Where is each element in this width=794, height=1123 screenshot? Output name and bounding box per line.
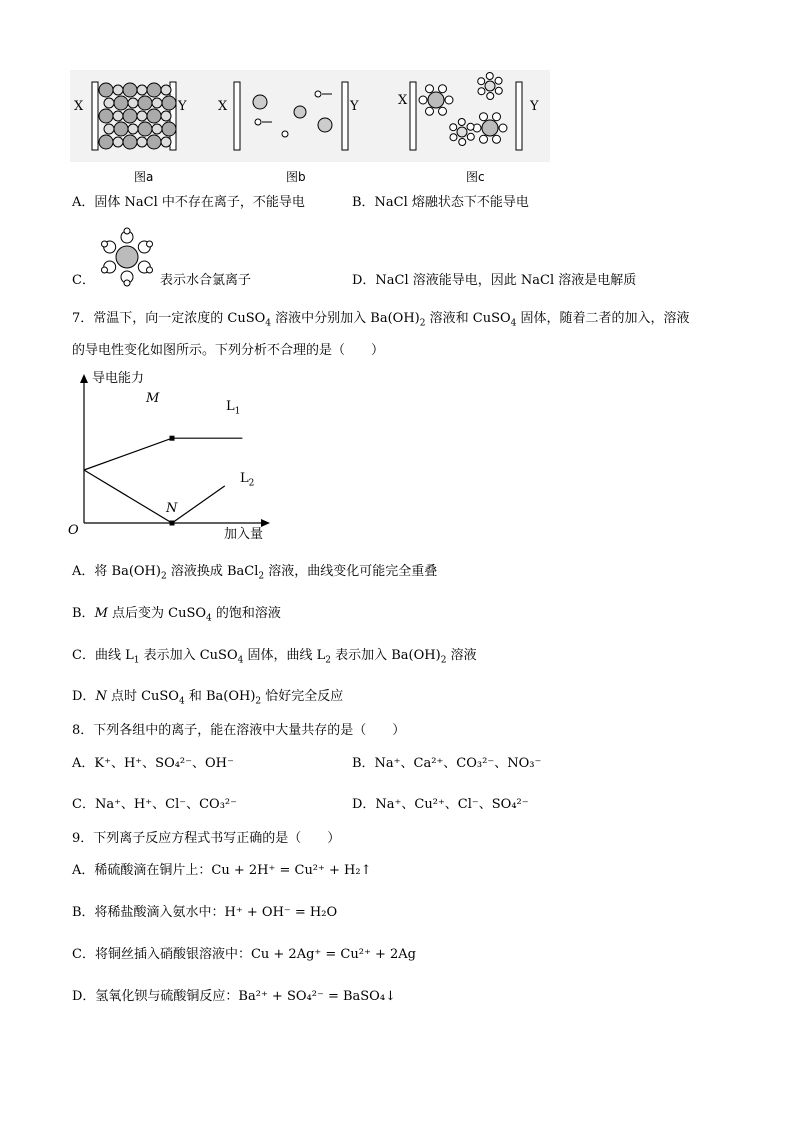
q6-option-c-prefix: C． [72, 273, 95, 288]
hydrated-chloride-icon [96, 226, 158, 288]
q8-option-d: D．Na⁺、Cu²⁺、Cl⁻、SO₄²⁻ [352, 797, 529, 812]
figure-a-lattice [92, 82, 176, 150]
fig-a-left-electrode-label: X [74, 99, 84, 114]
point-m-marker [170, 436, 175, 441]
q8-option-a: A．K⁺、H⁺、SO₄²⁻、OH⁻ [72, 756, 234, 771]
chart-point-n-label: N [166, 501, 178, 516]
fig-a-right-electrode-label: Y [178, 99, 187, 114]
fig-b-left-electrode-label: X [218, 99, 228, 114]
point-n-marker [170, 521, 175, 526]
fig-b-caption: 图b [286, 170, 306, 184]
q6-option-c-text: 表示水合氯离子 [160, 273, 252, 288]
q7-option-b: B．M 点后变为 CuSO$_4$ 的饱和溶液 [72, 606, 281, 624]
q9-option-d: D．氢氧化钡与硫酸铜反应：Ba²⁺ + SO₄²⁻ = BaSO₄↓ [72, 989, 396, 1004]
q9-option-a: A．稀硫酸滴在铜片上：Cu + 2H⁺ = Cu²⁺ + H₂↑ [72, 863, 372, 878]
chart-origin-label: O [68, 523, 79, 538]
q8-option-b: B．Na⁺、Ca²⁺、CO₃²⁻、NO₃⁻ [352, 756, 542, 771]
q9-option-c: C．将铜丝插入硝酸银溶液中：Cu + 2Ag⁺ = Cu²⁺ + 2Ag [72, 947, 416, 962]
q6-option-d: D．NaCl 溶液能导电，因此 NaCl 溶液是电解质 [352, 273, 637, 288]
conductivity-chart [64, 368, 284, 548]
q7-stem-line1: 7．常温下，向一定浓度的 CuSO$_4$ 溶液中分别加入 $Ba(OH)_2$ 溶液和 CuSO$_4$ 固体，随着二者的加入，溶液 [72, 311, 690, 329]
q6-option-b: B．NaCl 熔融状态下不能导电 [352, 195, 529, 210]
q8-stem: 8．下列各组中的离子，能在溶液中大量共存的是（ ） [72, 723, 406, 738]
chart-y-axis-label: 导电能力 [92, 371, 145, 386]
fig-c-right-electrode-label: Y [530, 99, 539, 114]
fig-c-caption: 图c [466, 170, 485, 184]
fig-a-caption: 图a [134, 170, 154, 184]
q7-stem-line2: 的导电性变化如图所示。下列分析不合理的是（ ） [72, 343, 385, 358]
q7-option-c: C．曲线 $L_1$ 表示加入 CuSO$_4$ 固体，曲线 $L_2$ 表示加入 $Ba(OH)_2$ 溶液 [72, 648, 477, 666]
chart-point-m-label: M [146, 391, 160, 406]
q6-figures-strip [70, 70, 550, 162]
fig-c-left-electrode-label: X [398, 93, 408, 108]
fig-b-right-electrode-label: Y [350, 99, 359, 114]
chart-series-l2-label: $L_2$ [240, 471, 255, 489]
q6-option-a: A．固体 NaCl 中不存在离子，不能导电 [72, 195, 305, 210]
q9-stem: 9．下列离子反应方程式书写正确的是（ ） [72, 831, 341, 846]
q7-option-a: A．将 $Ba(OH)_2$ 溶液换成 BaCl$_2$ 溶液，曲线变化可能完全重叠 [72, 564, 438, 582]
series-l2-line [84, 470, 225, 523]
q9-option-b: B．将稀盐酸滴入氨水中：H⁺ + OH⁻ = H₂O [72, 905, 338, 920]
series-l1-line [84, 438, 242, 470]
q7-option-d: D．N 点时 CuSO$_4$ 和 $Ba(OH)_2$ 恰好完全反应 [72, 689, 344, 707]
chart-series-l1-label: $L_1$ [226, 399, 241, 417]
q8-option-c: C．Na⁺、H⁺、Cl⁻、CO₃²⁻ [72, 797, 237, 812]
chart-x-axis-label: 加入量 [224, 527, 264, 542]
